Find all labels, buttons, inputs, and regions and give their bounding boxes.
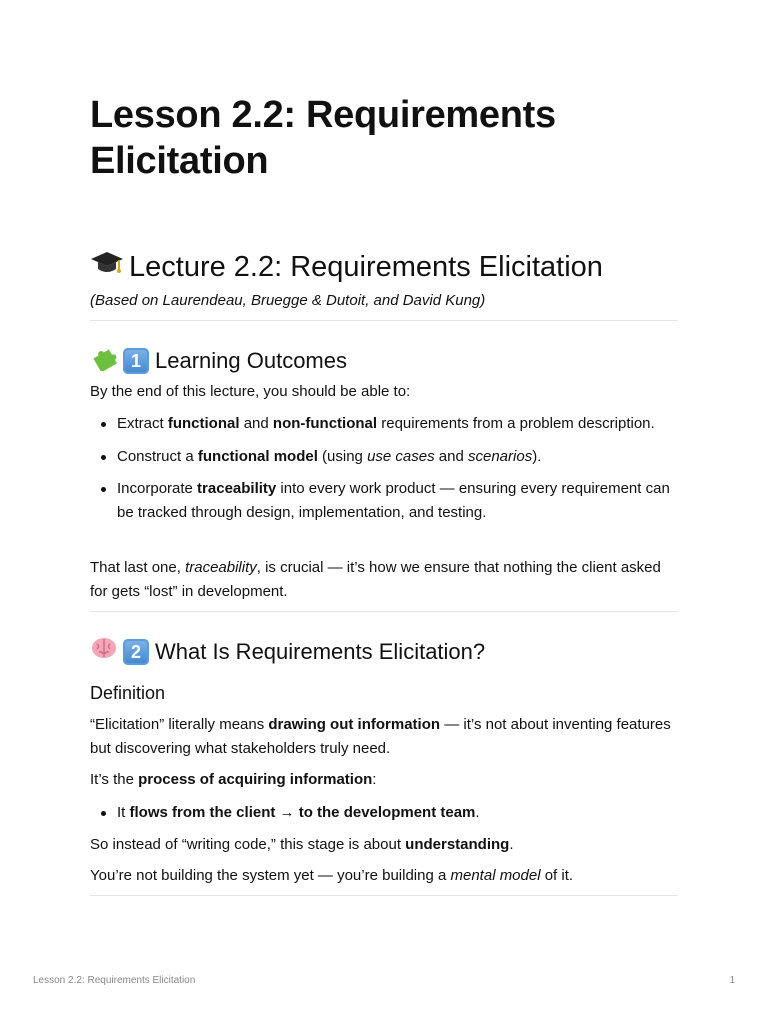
divider [90, 895, 678, 896]
flow-list [90, 801, 705, 825]
definition-paragraph: “Elicitation” literally means drawing out information — it’s not about inventing features but discovering what stakeholders truly need. [90, 716, 671, 757]
section-heading-elicitation [90, 634, 678, 669]
page-number: 1 [729, 975, 735, 986]
keycap-1-icon: 1 [123, 348, 149, 374]
list-item: Incorporate traceability into every work product — ensuring every requirement can be tracked through design, implementation, and testing. [117, 477, 678, 524]
lecture-heading-text: Lecture 2.2: Requirements Elicitation [129, 251, 603, 283]
closing-text: That last one, traceability, is crucial — it’s how we ensure that nothing the client asked for gets “lost” in development. [90, 559, 661, 600]
brain-icon [90, 634, 118, 669]
list-item: Extract functional and non-functional requirements from a problem description. [117, 412, 678, 436]
outcomes-list [90, 412, 678, 524]
footer-title: Lesson 2.2: Requirements Elicitation [33, 975, 196, 986]
section-heading-text: Learning Outcomes [155, 347, 347, 373]
list-item: It flows from the client → to the development team. [117, 801, 705, 825]
mental-model-paragraph: You’re not building the system yet — you’re building a mental model of it. [90, 867, 574, 884]
lecture-heading [90, 246, 678, 288]
section-heading-text: What Is Requirements Elicitation? [155, 638, 486, 664]
puzzle-piece-icon [90, 343, 118, 378]
divider [90, 320, 678, 321]
graduation-cap-icon [90, 246, 124, 288]
process-paragraph: It’s the process of acquiring information: [90, 771, 377, 788]
list-item: Construct a functional model (using use cases and scenarios). [117, 445, 678, 469]
page-title: Lesson 2.2: Requirements Elicitation [90, 94, 556, 182]
definition-heading: Definition [90, 683, 166, 703]
keycap-2-icon: 2 [123, 639, 149, 665]
section-heading-learning-outcomes [90, 343, 678, 378]
intro-text: By the end of this lecture, you should be able to: [90, 383, 411, 400]
divider [90, 611, 678, 612]
understanding-paragraph: So instead of “writing code,” this stage is about understanding. [90, 836, 514, 853]
lecture-subtitle: (Based on Laurendeau, Bruegge & Dutoit, and David Kung) [90, 292, 486, 309]
